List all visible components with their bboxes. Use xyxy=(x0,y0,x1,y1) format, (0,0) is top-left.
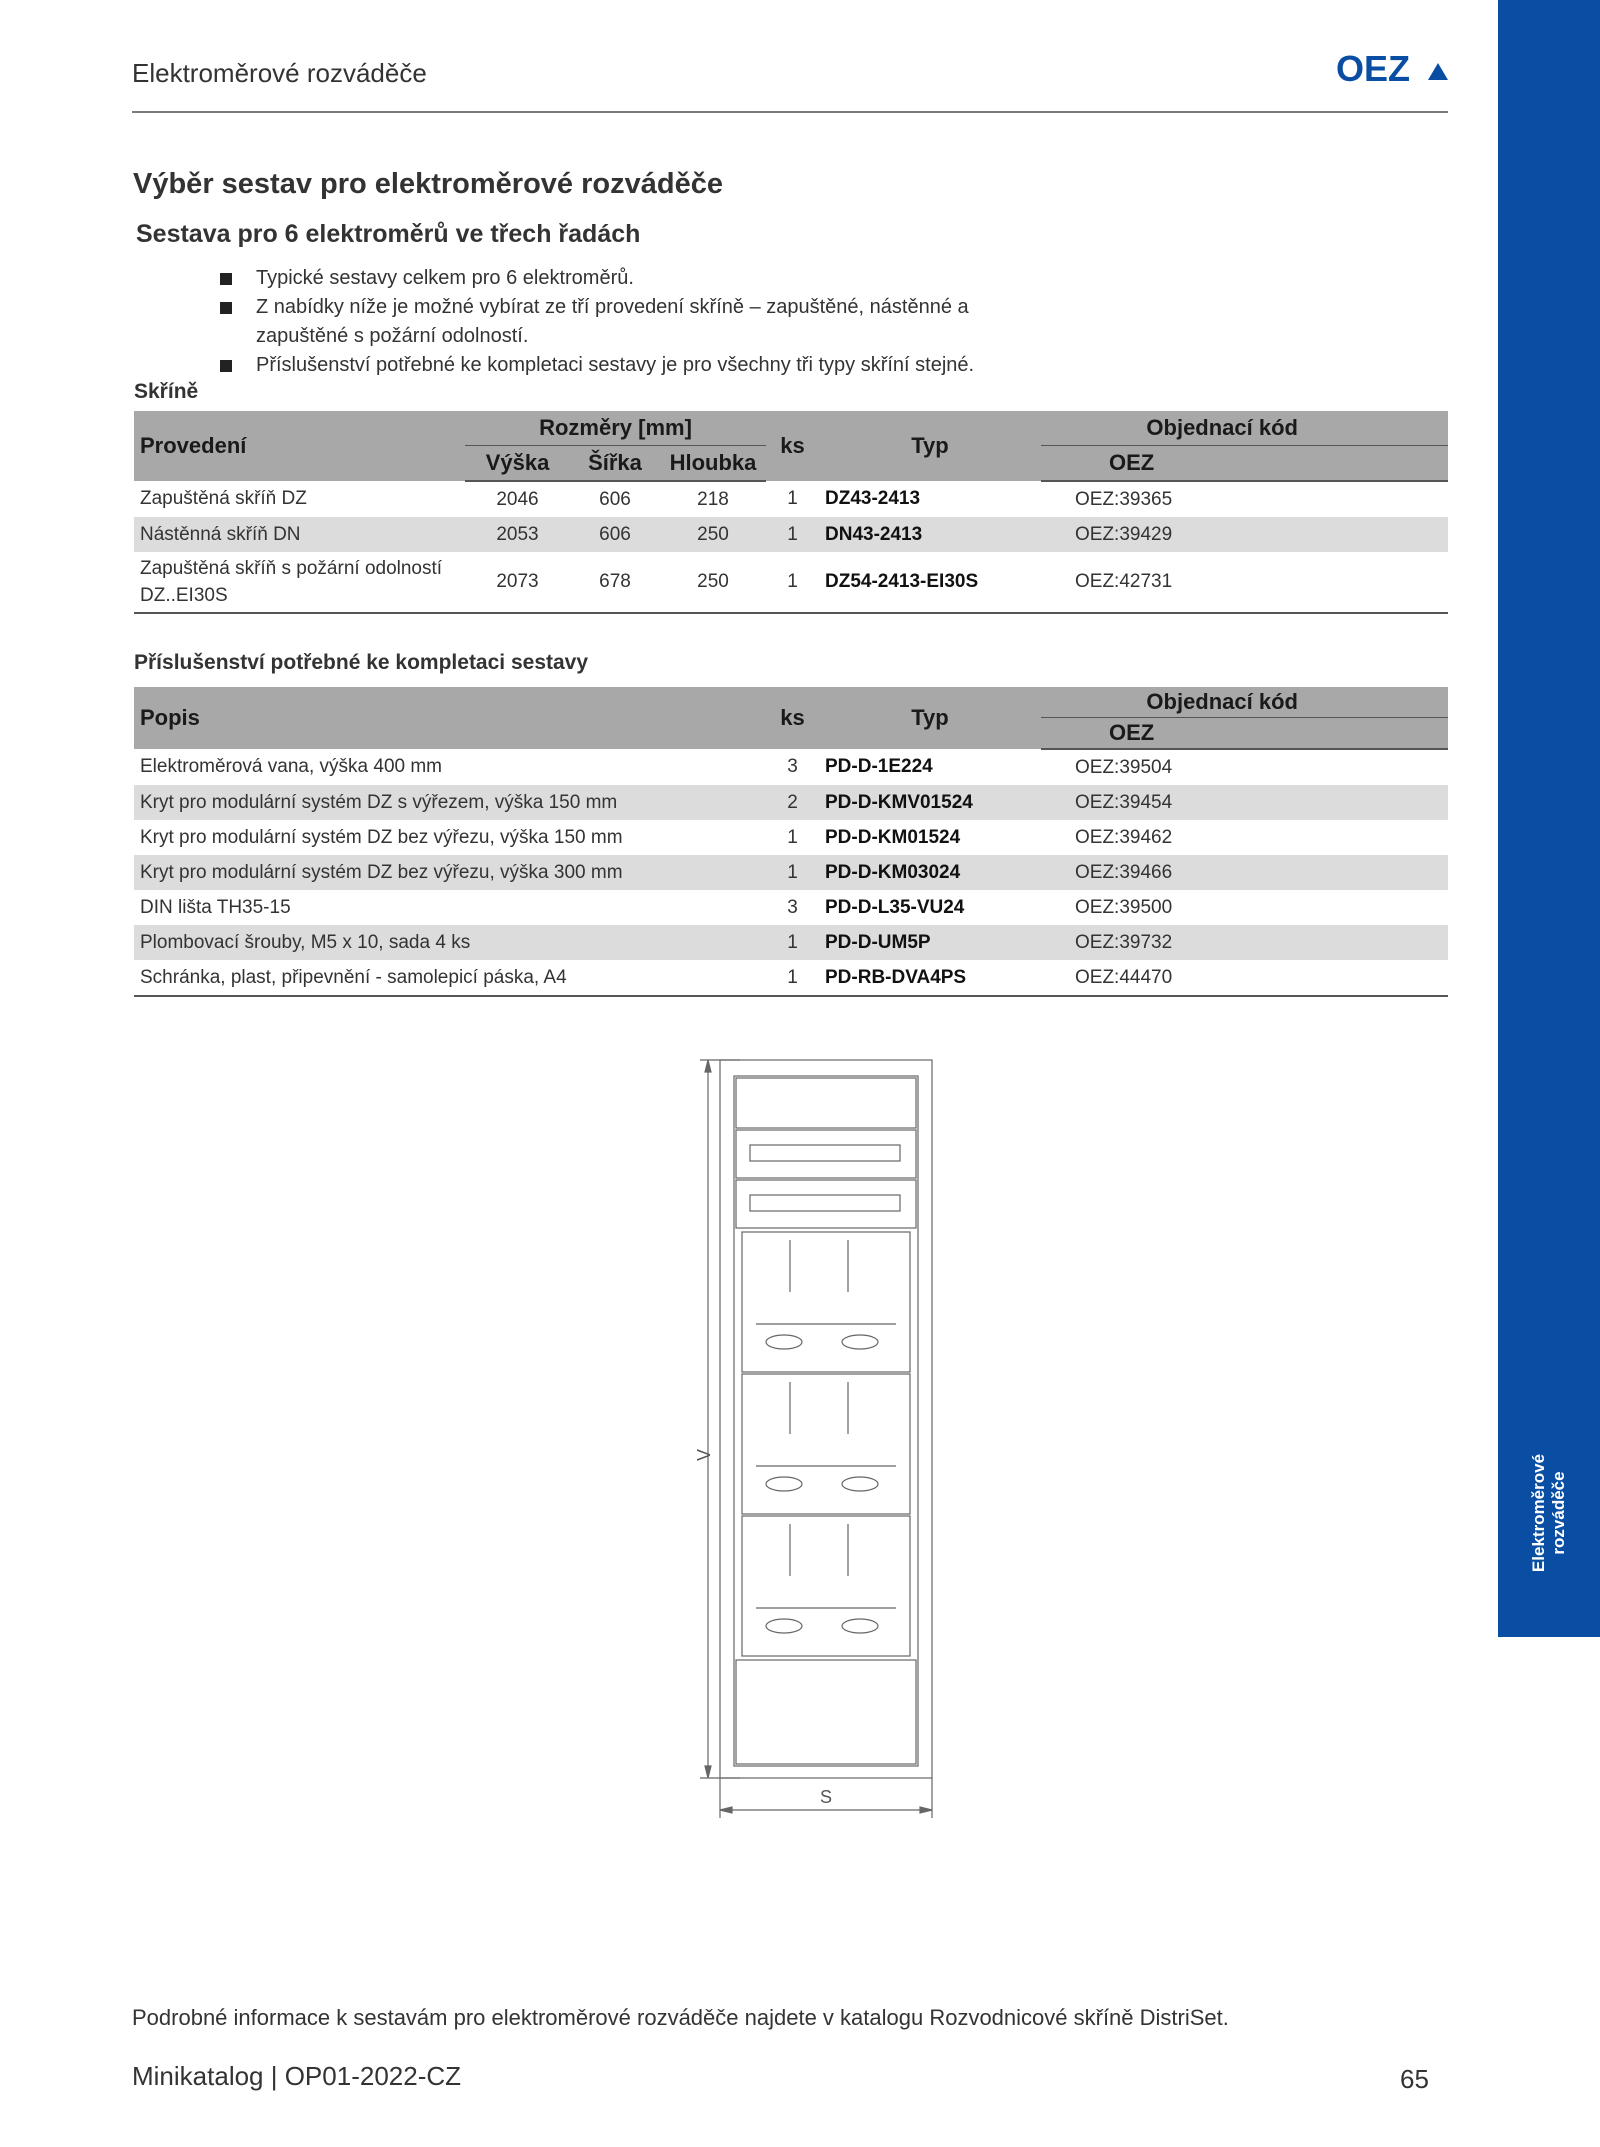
cell-ks: 2 xyxy=(766,785,819,820)
logo-triangle-icon xyxy=(1428,63,1448,80)
cell-kod: OEZ:44470 xyxy=(1041,960,1448,996)
header-title: Elektroměrové rozváděče xyxy=(132,58,427,88)
cell-popis: Kryt pro modulární systém DZ bez výřezu, výška 150 mm xyxy=(140,826,623,848)
table-row xyxy=(134,517,1448,552)
col-popis: Popis xyxy=(134,687,766,749)
cell-hloubka: 250 xyxy=(660,517,766,552)
cell-hloubka: 250 xyxy=(660,552,766,613)
cell-typ: DN43-2413 xyxy=(819,517,1041,552)
cell-popis: Schránka, plast, připevnění - samolepicí páska, A4 xyxy=(134,960,766,996)
cell-typ: PD-D-KM03024 xyxy=(819,855,1041,890)
cell-vyska: 2073 xyxy=(465,552,570,613)
cell-ks: 1 xyxy=(766,552,819,613)
cell-typ: PD-D-1E224 xyxy=(825,756,933,777)
col-ks: ks xyxy=(766,687,819,749)
section-title: Sestava pro 6 elektroměrů ve třech řadách xyxy=(136,220,641,248)
cell-typ: PD-D-KMV01524 xyxy=(819,785,1041,820)
col-sirka: Šířka xyxy=(570,446,660,482)
cell-kod: OEZ:39504 xyxy=(1075,756,1173,778)
cell-ks: 1 xyxy=(766,517,819,552)
table-row xyxy=(134,925,1448,960)
cell-kod: OEZ:39466 xyxy=(1041,855,1448,890)
cell-kod: OEZ:39429 xyxy=(1041,517,1448,552)
cell-kod: OEZ:39500 xyxy=(1075,896,1173,918)
bullet-item: Příslušenství potřebné ke kompletaci sestavy je pro všechny tři typy skříní stejné. xyxy=(218,351,1118,380)
table-row xyxy=(134,785,1448,820)
side-tab-line-2: rozváděče xyxy=(1549,1471,1568,1555)
col-oez: OEZ xyxy=(1041,718,1448,750)
cell-kod: OEZ:39454 xyxy=(1041,785,1448,820)
col-objednaci: Objednací kód xyxy=(1041,411,1448,446)
cell-vyska: 2053 xyxy=(465,517,570,552)
cell-provedeni: Nástěnná skříň DN xyxy=(134,517,465,552)
header-divider xyxy=(132,111,1448,113)
cell-sirka: 606 xyxy=(570,517,660,552)
table-row xyxy=(134,890,1448,925)
table-row xyxy=(134,481,1448,517)
width-label: S xyxy=(819,1787,833,1807)
cell-typ: PD-RB-DVA4PS xyxy=(819,960,1041,996)
col-hloubka: Hloubka xyxy=(660,446,766,482)
page-number: 65 xyxy=(1400,2064,1429,2094)
meter-pan xyxy=(742,1232,910,1372)
cell-vyska: 2046 xyxy=(496,488,539,510)
cell-typ: PD-D-L35-VU24 xyxy=(825,896,965,918)
table-row xyxy=(134,749,1448,785)
col-typ: Typ xyxy=(819,687,1041,749)
cabinet-drawing xyxy=(680,1050,950,1820)
side-tab xyxy=(1498,0,1600,1637)
height-label: V xyxy=(694,1448,714,1462)
cell-ks: 1 xyxy=(766,855,819,890)
cell-ks: 1 xyxy=(766,925,819,960)
meter-pan xyxy=(742,1374,910,1514)
meter-pan xyxy=(742,1516,910,1656)
cell-typ: DZ43-2413 xyxy=(825,488,921,509)
col-ks: ks xyxy=(766,411,819,481)
bullet-item: Z nabídky níže je možné vybírat ze tří provedení skříně – zapuštěné, nástěnné a zapuštěné s požární odolností. xyxy=(218,293,1016,351)
col-rozmery: Rozměry [mm] xyxy=(465,411,766,446)
col-provedeni: Provedení xyxy=(134,411,465,481)
accessories-table xyxy=(134,687,1448,997)
cell-typ: PD-D-KM01524 xyxy=(825,826,961,848)
cell-ks: 1 xyxy=(787,488,798,509)
cell-ks: 1 xyxy=(766,960,819,996)
page-title: Výběr sestav pro elektroměrové rozváděče xyxy=(133,168,723,200)
cell-provedeni: Zapuštěná skříň s požární odolností DZ..EI30S xyxy=(134,552,465,613)
bullet-item: Typické sestavy celkem pro 6 elektroměrů. xyxy=(218,264,1118,293)
table-row xyxy=(134,552,1448,613)
cell-ks: 3 xyxy=(787,896,798,918)
cell-popis: DIN lišta TH35-15 xyxy=(140,896,291,918)
catalog-label: Minikatalog | OP01-2022-CZ xyxy=(132,2061,462,2091)
oez-logo-text: OEZ xyxy=(1336,48,1411,88)
cell-ks: 3 xyxy=(787,756,798,777)
side-tab-line-1: Elektroměrové xyxy=(1529,1453,1548,1573)
col-vyska: Výška xyxy=(465,446,570,482)
col-typ: Typ xyxy=(819,411,1041,481)
cabinets-table xyxy=(134,411,1448,614)
cell-sirka: 606 xyxy=(599,488,631,510)
oez-logo xyxy=(1336,48,1448,88)
col-objednaci: Objednací kód xyxy=(1041,687,1448,718)
cell-sirka: 678 xyxy=(570,552,660,613)
cell-typ: PD-D-UM5P xyxy=(819,925,1041,960)
cell-kod: OEZ:39732 xyxy=(1041,925,1448,960)
cell-kod: OEZ:39462 xyxy=(1075,826,1173,848)
table-row xyxy=(134,960,1448,996)
cell-provedeni: Zapuštěná skříň DZ xyxy=(140,488,307,509)
cell-kod: OEZ:42731 xyxy=(1041,552,1448,613)
side-tab-label xyxy=(1511,1443,1587,1583)
cell-popis: Plombovací šrouby, M5 x 10, sada 4 ks xyxy=(134,925,766,960)
bullet-list xyxy=(218,264,1118,380)
accessories-label: Příslušenství potřebné ke kompletaci sestavy xyxy=(134,651,589,674)
cell-ks: 1 xyxy=(787,826,798,848)
col-oez: OEZ xyxy=(1041,446,1448,482)
table-row xyxy=(134,820,1448,855)
table-row xyxy=(134,855,1448,890)
cell-typ: DZ54-2413-EI30S xyxy=(819,552,1041,613)
cell-popis: Kryt pro modulární systém DZ bez výřezu, výška 300 mm xyxy=(134,855,766,890)
cell-kod: OEZ:39365 xyxy=(1075,488,1173,510)
cell-popis: Kryt pro modulární systém DZ s výřezem, výška 150 mm xyxy=(134,785,766,820)
cell-hloubka: 218 xyxy=(697,488,729,510)
cell-popis: Elektroměrová vana, výška 400 mm xyxy=(140,756,443,777)
footer-note: Podrobné informace k sestavám pro elektroměrové rozváděče najdete v katalogu Rozvodnicové skříně DistriSet. xyxy=(132,2005,1229,2030)
cabinets-label: Skříně xyxy=(134,380,199,403)
